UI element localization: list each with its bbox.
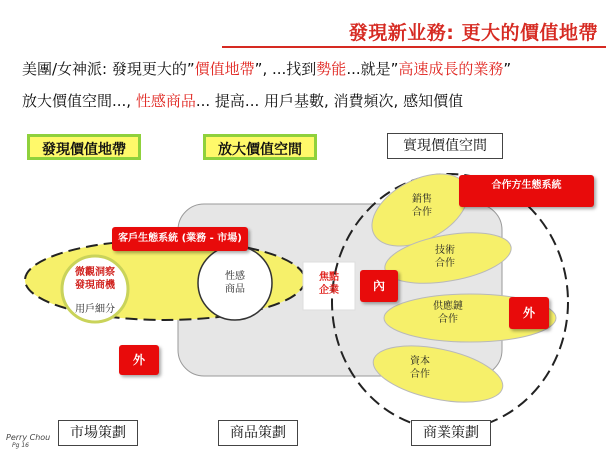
line1-part3: ...就是” (346, 60, 399, 78)
micro-insight-line1: 微觀洞察 (75, 267, 115, 278)
line2-highlight-sexy-product: 性感商品 (135, 92, 196, 110)
footer-business-planning: 商業策劃 (411, 420, 491, 446)
product-label-line1: 性感 (225, 271, 245, 282)
header-realize-value-space: 實現價值空間 (387, 133, 503, 159)
supply-chain-line2: 合作 (438, 314, 458, 325)
tech-cooperation-line2: 合作 (435, 258, 455, 269)
customer-ecosystem-tag: 客戶生態系統 (業務 - 市場) (112, 227, 248, 251)
line2-part1: 放大價值空間..., (22, 92, 136, 110)
focus-company-line1: 焦點 (319, 272, 339, 283)
line1-highlight-high-growth: 高速成長的業務 (398, 60, 504, 78)
micro-insight-line2: 發現商機 (75, 280, 115, 291)
capital-cooperation-line2: 合作 (410, 369, 430, 380)
sales-cooperation-line1: 銷售 (412, 194, 432, 205)
line1-part4: ” (503, 60, 512, 78)
footer-product-planning: 商品策劃 (218, 420, 298, 446)
footer-market-planning: 市場策劃 (58, 420, 138, 446)
line1-part1: 美團/女神派: 發現更大的” (22, 60, 195, 78)
partner-ecosystem-tag: 合作方生態系統 (459, 175, 594, 207)
slide-title: 發現新业務: 更大的價值地帶 (348, 22, 598, 44)
user-segmentation-label: 用戶細分 (75, 304, 115, 315)
line1-part2: ”, ...找到 (254, 60, 317, 78)
header-amplify-value-space: 放大價值空間 (203, 134, 317, 160)
outside-left-badge: 外 (119, 345, 159, 375)
outside-right-badge: 外 (509, 297, 549, 329)
product-label-line2: 商品 (225, 284, 245, 295)
page-number: Pg 16 (12, 442, 29, 449)
capital-cooperation-line1: 資本 (410, 356, 430, 367)
inside-badge: 內 (360, 270, 398, 302)
tech-cooperation-line1: 技術 (435, 245, 455, 256)
focus-company-line2: 企業 (319, 285, 339, 296)
author-name: Perry Chou (6, 433, 51, 442)
author-credit (6, 434, 50, 450)
line1-highlight-value-zone: 價值地帶 (194, 60, 255, 78)
sales-cooperation-line2: 合作 (412, 207, 432, 218)
header-discover-value-zone: 發現價值地帶 (27, 134, 141, 160)
supply-chain-line1: 供應鏈 (433, 301, 463, 312)
line1-highlight-momentum: 勢能 (316, 60, 347, 78)
line2-part2: ... 提高... 用戶基數, 消費頻次, 感知價值 (195, 92, 464, 110)
